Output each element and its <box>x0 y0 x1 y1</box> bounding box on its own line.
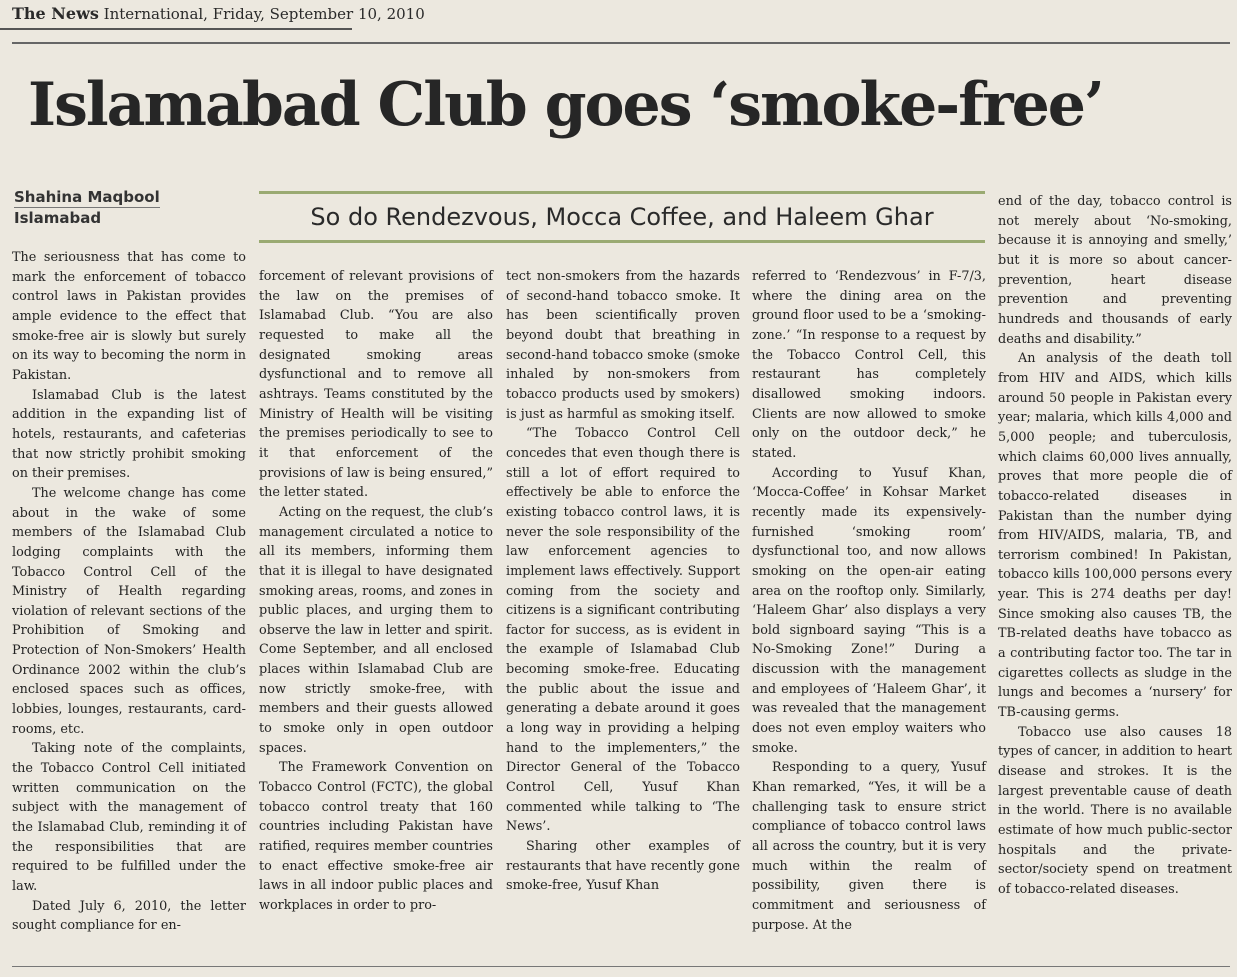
paragraph: Taking note of the complaints, the Tobacco Control Cell initiated written communication on the subject with the management of the Islamabad Club, reminding it of the responsibilities that are required to be fulfilled under the law. <box>12 741 246 894</box>
paragraph: forcement of relevant provisions of the law on the premises of Islamabad Club. “You are also requested to make all the designated smoking areas dysfunctional and to remove all ashtrays. Teams constituted by the Ministry of Health will be visiting the premises periodically to see to it that enforcement of the provisions of law is being ensured,” the letter stated. <box>259 269 493 501</box>
paragraph: end of the day, tobacco control is not merely about ‘No-smoking, because it is annoying and smelly,’ but it is more so about cancer-prevention, heart disease prevention and preventing hundreds and thousands of early deaths and disability.” <box>998 194 1232 347</box>
headline: Islamabad Club goes ‘smoke-free’ <box>28 70 1103 140</box>
paragraph: The seriousness that has come to mark the enforcement of tobacco control laws in Pakistan provides ample evidence to the effect that smoke-free air is slowly but surely on its way to becoming the norm in Pakistan. <box>12 250 246 383</box>
paragraph: An analysis of the death toll from HIV and AIDS, which kills around 50 people in Pakistan every year; malaria, which kills 4,000 and 5,000 people; and tuberculosis, which claims 60,000 lives annually, proves that more people die of tobacco-related diseases in Pakistan than the number dying from HIV/AIDS, malaria, TB, and terrorism combined! In Pakistan, tobacco kills 100,000 persons every year. This is 274 deaths per day! Since smoking also causes TB, the TB-related deaths have tobacco as a contributing factor too. The tar in cigarettes collects as sludge in the lungs and becomes a ‘nursery’ for TB-causing germs. <box>998 351 1232 721</box>
top-frame-rule <box>12 42 1230 44</box>
article-column-1 <box>12 248 246 936</box>
paragraph: “The Tobacco Control Cell concedes that even though there is still a lot of effort required to effectively be able to enforce the existing tobacco control laws, it is never the sole responsibility of the law enforcement agencies to implement laws effectively. Support coming from the society and citizens is a significant contributing factor for success, as is evident in the example of Islamabad Club becoming smoke-free. Educating the public about the issue and generating a debate around it goes a long way in providing a helping hand to the implementers,” the Director General of the Tobacco Control Cell, Yusuf Khan commented while talking to ‘The News’. <box>506 426 740 835</box>
article-column-3 <box>506 267 740 896</box>
paragraph: Islamabad Club is the latest addition in the expanding list of hotels, restaurants, and cafeterias that now strictly prohibit smoking on their premises. <box>12 387 246 482</box>
paragraph: According to Yusuf Khan, ‘Mocca-Coffee’ in Kohsar Market recently made its expensively-furnished ‘smoking room’ dysfunctional too, and now allows smoking on the open-air eating area on the rooftop only. Similarly, ‘Haleem Ghar’ also displays a very bold signboard saying “This is a No-Smoking Zone!” During a discussion with the management and employees of ‘Haleem Ghar’, it was revealed that the management does not even employ waiters who smoke. <box>752 465 986 756</box>
paragraph: Sharing other examples of restaurants that have recently gone smoke-free, Yusuf Khan <box>506 839 740 894</box>
edition-date: International, Friday, September 10, 2010 <box>103 5 425 23</box>
masthead <box>12 4 425 23</box>
subheadline: So do Rendezvous, Mocca Coffee, and Haleem Ghar <box>259 191 985 243</box>
article-column-5 <box>998 192 1232 900</box>
paragraph: referred to ‘Rendezvous’ in F-7/3, where the dining area on the ground floor used to be a ‘smoking-zone.’ “In response to a request by the Tobacco Control Cell, this restaurant has completely disallowed smoking indoors. Clients are now allowed to smoke only on the outdoor deck,” he stated. <box>752 269 986 461</box>
newspaper-name: The News <box>12 4 99 23</box>
bottom-rule <box>12 966 1230 967</box>
paragraph: Acting on the request, the club’s management circulated a notice to all its members, informing them that it is illegal to have designated smoking areas, rooms, and zones in public places, and urging them to observe the law in letter and spirit. Come September, and all enclosed places within Islamabad Club are now strictly smoke-free, with members and their guests allowed to smoke only in open outdoor spaces. <box>259 504 493 756</box>
paragraph: tect non-smokers from the hazards of second-hand tobacco smoke. It has been scientifically proven beyond doubt that breathing in second-hand tobacco smoke (smoke inhaled by non-smokers from tobacco products used by smokers) is just as harmful as smoking itself. <box>506 269 740 422</box>
paragraph: Dated July 6, 2010, the letter sought compliance for en- <box>12 898 246 934</box>
paragraph: The Framework Convention on Tobacco Control (FCTC), the global tobacco control treaty that 160 countries including Pakistan have ratified, requires member countries to enact effective smoke-free air laws in all indoor public places and workplaces in order to pro- <box>259 760 493 913</box>
paragraph: Tobacco use also causes 18 types of cancer, in addition to heart disease and strokes. It is the largest preventable cause of death in the world. There is no available estimate of how much public-sector hospitals and the private-sector/society spend on treatment of tobacco-related diseases. <box>998 724 1232 897</box>
dateline-location: Islamabad <box>14 207 160 228</box>
author-name: Shahina Maqbool <box>14 188 160 206</box>
article-column-4 <box>752 267 986 935</box>
article-column-2 <box>259 267 493 916</box>
paragraph: The welcome change has come about in the wake of some members of the Islamabad Club lodging complaints with the Tobacco Control Cell of the Ministry of Health regarding violation of relevant sections of the Prohibition of Smoking and Protection of Non-Smokers’ Health Ordinance 2002 within the club’s enclosed spaces such as offices, lobbies, lounges, restaurants, card-rooms, etc. <box>12 485 246 737</box>
masthead-rule <box>0 28 352 30</box>
paragraph: Responding to a query, Yusuf Khan remarked, “Yes, it will be a challenging task to ensure strict compliance of tobacco control laws all across the country, but it is very much within the realm of possibility, given there is commitment and seriousness of purpose. At the <box>752 760 986 933</box>
byline <box>14 187 160 228</box>
